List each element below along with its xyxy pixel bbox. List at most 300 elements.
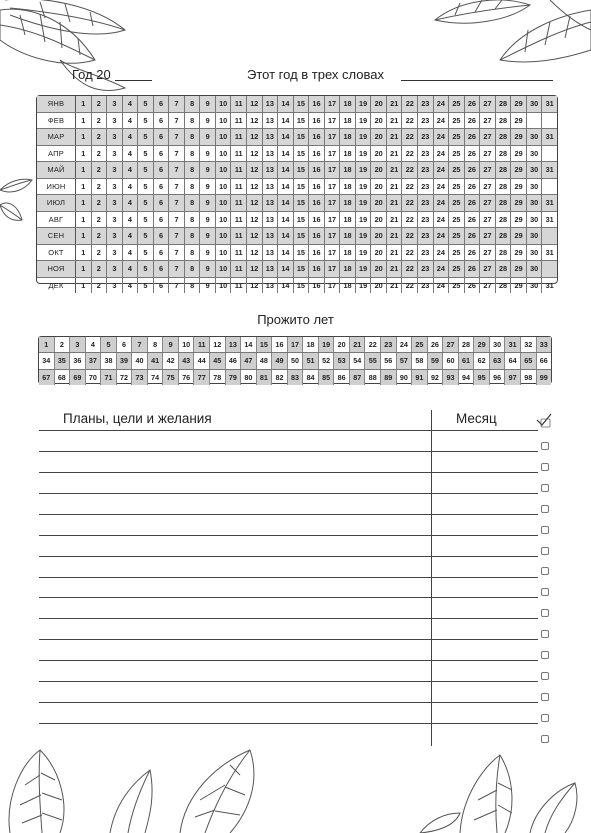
year-cell[interactable]: 95: [473, 370, 489, 385]
calendar-day-cell[interactable]: 27: [479, 195, 495, 211]
calendar-day-cell[interactable]: 9: [199, 212, 215, 228]
calendar-day-cell[interactable]: 20: [370, 278, 386, 294]
calendar-day-cell[interactable]: 20: [370, 146, 386, 162]
year-cell[interactable]: 28: [458, 337, 474, 352]
calendar-day-cell[interactable]: 1: [81, 198, 86, 208]
calendar-day-cell[interactable]: 28: [495, 228, 511, 244]
year-cell[interactable]: 15: [256, 337, 272, 352]
calendar-day-cell[interactable]: 31: [541, 96, 557, 112]
calendar-day-cell[interactable]: 29: [510, 113, 526, 129]
calendar-day-cell[interactable]: 21: [386, 162, 402, 178]
calendar-day-cell[interactable]: 30: [526, 162, 542, 178]
calendar-day-cell[interactable]: 18: [339, 195, 355, 211]
calendar-day-cell[interactable]: [541, 261, 557, 277]
calendar-day-cell[interactable]: 13: [262, 179, 278, 195]
calendar-day-cell[interactable]: 4: [122, 212, 138, 228]
calendar-day-cell[interactable]: 6: [153, 245, 169, 261]
calendar-day-cell[interactable]: 13: [262, 212, 278, 228]
calendar-day-cell[interactable]: 15: [293, 96, 309, 112]
calendar-day-cell[interactable]: 5: [137, 162, 153, 178]
calendar-day-cell[interactable]: 23: [417, 129, 433, 145]
calendar-day-cell[interactable]: 1: [81, 115, 86, 125]
calendar-day-cell[interactable]: 15: [293, 179, 309, 195]
calendar-day-cell[interactable]: 29: [510, 195, 526, 211]
calendar-day-cell[interactable]: 15: [293, 162, 309, 178]
calendar-day-cell[interactable]: 8: [184, 179, 200, 195]
plan-checkbox[interactable]: [541, 567, 549, 575]
year-cell[interactable]: 35: [54, 353, 70, 368]
calendar-day-cell[interactable]: 9: [199, 162, 215, 178]
calendar-day-cell[interactable]: 19: [355, 162, 371, 178]
calendar-day-cell[interactable]: 17: [324, 146, 340, 162]
calendar-day-cell[interactable]: 29: [510, 245, 526, 261]
calendar-day-cell[interactable]: 10: [215, 96, 231, 112]
calendar-day-cell[interactable]: 18: [339, 212, 355, 228]
plan-line[interactable]: [39, 702, 538, 703]
calendar-day-cell[interactable]: 2: [91, 278, 107, 294]
calendar-day-cell[interactable]: 2: [91, 261, 107, 277]
year-cell[interactable]: 59: [427, 353, 443, 368]
calendar-day-cell[interactable]: 10: [215, 261, 231, 277]
calendar-day-cell[interactable]: 12: [246, 212, 262, 228]
year-cell[interactable]: 51: [302, 353, 318, 368]
calendar-day-cell[interactable]: 13: [262, 146, 278, 162]
calendar-day-cell[interactable]: 8: [184, 96, 200, 112]
calendar-day-cell[interactable]: 1: [81, 247, 86, 257]
calendar-day-cell[interactable]: 25: [448, 179, 464, 195]
calendar-day-cell[interactable]: 11: [230, 278, 246, 294]
year-cell[interactable]: 42: [162, 353, 178, 368]
calendar-day-cell[interactable]: [541, 228, 557, 244]
calendar-day-cell[interactable]: 25: [448, 245, 464, 261]
calendar-day-cell[interactable]: 31: [541, 129, 557, 145]
year-cell[interactable]: 63: [489, 353, 505, 368]
year-cell[interactable]: 55: [364, 353, 380, 368]
calendar-day-cell[interactable]: 23: [417, 195, 433, 211]
calendar-day-cell[interactable]: 13: [262, 113, 278, 129]
year-cell[interactable]: 76: [178, 370, 194, 385]
year-cell[interactable]: 11: [193, 337, 209, 352]
calendar-day-cell[interactable]: 25: [448, 146, 464, 162]
calendar-day-cell[interactable]: 2: [91, 162, 107, 178]
calendar-day-cell[interactable]: 17: [324, 228, 340, 244]
calendar-day-cell[interactable]: 27: [479, 113, 495, 129]
calendar-day-cell[interactable]: 20: [370, 245, 386, 261]
calendar-day-cell[interactable]: 10: [215, 129, 231, 145]
calendar-day-cell[interactable]: 1: [81, 181, 86, 191]
year-cell[interactable]: 22: [364, 337, 380, 352]
calendar-day-cell[interactable]: 16: [308, 195, 324, 211]
calendar-day-cell[interactable]: 24: [433, 195, 449, 211]
year-cell[interactable]: 45: [209, 353, 225, 368]
calendar-day-cell[interactable]: 7: [168, 162, 184, 178]
calendar-day-cell[interactable]: 7: [168, 195, 184, 211]
calendar-day-cell[interactable]: 30: [526, 195, 542, 211]
calendar-day-cell[interactable]: 28: [495, 113, 511, 129]
calendar-day-cell[interactable]: 24: [433, 179, 449, 195]
calendar-day-cell[interactable]: 17: [324, 129, 340, 145]
calendar-day-cell[interactable]: 4: [122, 228, 138, 244]
calendar-day-cell[interactable]: 22: [401, 212, 417, 228]
calendar-day-cell[interactable]: 21: [386, 261, 402, 277]
calendar-day-cell[interactable]: 14: [277, 245, 293, 261]
year-cell[interactable]: 52: [318, 353, 334, 368]
year-cell[interactable]: 99: [536, 370, 552, 385]
calendar-day-cell[interactable]: 21: [386, 96, 402, 112]
year-cell[interactable]: 43: [178, 353, 194, 368]
calendar-day-cell[interactable]: 7: [168, 212, 184, 228]
year-cell[interactable]: 75: [162, 370, 178, 385]
calendar-day-cell[interactable]: 4: [122, 129, 138, 145]
calendar-day-cell[interactable]: 3: [106, 129, 122, 145]
year-blank-line[interactable]: [115, 80, 152, 81]
year-cell[interactable]: 67: [39, 370, 54, 385]
year-cell[interactable]: 40: [131, 353, 147, 368]
calendar-day-cell[interactable]: 12: [246, 162, 262, 178]
calendar-day-cell[interactable]: 16: [308, 261, 324, 277]
calendar-day-cell[interactable]: 28: [495, 195, 511, 211]
calendar-day-cell[interactable]: 27: [479, 278, 495, 294]
calendar-day-cell[interactable]: 10: [215, 146, 231, 162]
plan-checkbox[interactable]: [541, 651, 549, 659]
calendar-day-cell[interactable]: 30: [526, 228, 542, 244]
year-cell[interactable]: 79: [225, 370, 241, 385]
calendar-day-cell[interactable]: 3: [106, 146, 122, 162]
calendar-day-cell[interactable]: 1: [81, 264, 86, 274]
year-cell[interactable]: 24: [396, 337, 412, 352]
calendar-day-cell[interactable]: 12: [246, 228, 262, 244]
calendar-day-cell[interactable]: 18: [339, 96, 355, 112]
calendar-day-cell[interactable]: 29: [510, 179, 526, 195]
calendar-day-cell[interactable]: 29: [510, 96, 526, 112]
calendar-day-cell[interactable]: 26: [464, 96, 480, 112]
calendar-day-cell[interactable]: 4: [122, 245, 138, 261]
calendar-day-cell[interactable]: 18: [339, 228, 355, 244]
year-cell[interactable]: 36: [69, 353, 85, 368]
plan-line[interactable]: [39, 577, 538, 578]
calendar-day-cell[interactable]: 8: [184, 278, 200, 294]
plan-checkbox[interactable]: [541, 547, 549, 555]
calendar-day-cell[interactable]: 9: [199, 278, 215, 294]
year-cell[interactable]: 53: [333, 353, 349, 368]
calendar-day-cell[interactable]: 23: [417, 162, 433, 178]
calendar-day-cell[interactable]: [541, 146, 557, 162]
calendar-day-cell[interactable]: 8: [184, 162, 200, 178]
calendar-day-cell[interactable]: 6: [153, 96, 169, 112]
calendar-day-cell[interactable]: 6: [153, 129, 169, 145]
calendar-day-cell[interactable]: 4: [122, 162, 138, 178]
calendar-day-cell[interactable]: 7: [168, 179, 184, 195]
calendar-day-cell[interactable]: 16: [308, 212, 324, 228]
calendar-day-cell[interactable]: 7: [168, 228, 184, 244]
year-cell[interactable]: 29: [473, 337, 489, 352]
calendar-day-cell[interactable]: 30: [526, 146, 542, 162]
calendar-day-cell[interactable]: 19: [355, 195, 371, 211]
year-cell[interactable]: 17: [287, 337, 303, 352]
calendar-day-cell[interactable]: 17: [324, 212, 340, 228]
plan-line[interactable]: [39, 430, 538, 431]
year-cell[interactable]: 9: [162, 337, 178, 352]
calendar-day-cell[interactable]: 6: [153, 261, 169, 277]
plan-checkbox[interactable]: [541, 505, 549, 513]
calendar-day-cell[interactable]: 19: [355, 113, 371, 129]
year-cell[interactable]: 90: [396, 370, 412, 385]
calendar-day-cell[interactable]: 11: [230, 261, 246, 277]
calendar-day-cell[interactable]: 8: [184, 212, 200, 228]
calendar-day-cell[interactable]: 23: [417, 113, 433, 129]
calendar-day-cell[interactable]: 20: [370, 162, 386, 178]
calendar-day-cell[interactable]: 25: [448, 261, 464, 277]
calendar-day-cell[interactable]: 16: [308, 245, 324, 261]
plan-line[interactable]: [39, 535, 538, 536]
calendar-day-cell[interactable]: 11: [230, 162, 246, 178]
year-cell[interactable]: 62: [473, 353, 489, 368]
calendar-day-cell[interactable]: 29: [510, 146, 526, 162]
calendar-day-cell[interactable]: 18: [339, 261, 355, 277]
year-cell[interactable]: 83: [287, 370, 303, 385]
calendar-day-cell[interactable]: 3: [106, 113, 122, 129]
calendar-day-cell[interactable]: 22: [401, 261, 417, 277]
calendar-day-cell[interactable]: 1: [81, 148, 86, 158]
calendar-day-cell[interactable]: 9: [199, 195, 215, 211]
calendar-day-cell[interactable]: 5: [137, 113, 153, 129]
year-cell[interactable]: 26: [427, 337, 443, 352]
year-cell[interactable]: 97: [504, 370, 520, 385]
calendar-day-cell[interactable]: 5: [137, 195, 153, 211]
year-cell[interactable]: 60: [442, 353, 458, 368]
calendar-day-cell[interactable]: 22: [401, 96, 417, 112]
calendar-day-cell[interactable]: 20: [370, 113, 386, 129]
calendar-day-cell[interactable]: 15: [293, 228, 309, 244]
calendar-day-cell[interactable]: 24: [433, 146, 449, 162]
year-cell[interactable]: 73: [131, 370, 147, 385]
calendar-day-cell[interactable]: 13: [262, 278, 278, 294]
calendar-day-cell[interactable]: 20: [370, 129, 386, 145]
year-cell[interactable]: 93: [442, 370, 458, 385]
plan-checkbox[interactable]: [541, 693, 549, 701]
calendar-day-cell[interactable]: 27: [479, 261, 495, 277]
calendar-day-cell[interactable]: 7: [168, 278, 184, 294]
calendar-day-cell[interactable]: 24: [433, 96, 449, 112]
calendar-day-cell[interactable]: 6: [153, 162, 169, 178]
year-cell[interactable]: 13: [225, 337, 241, 352]
calendar-day-cell[interactable]: 25: [448, 228, 464, 244]
calendar-day-cell[interactable]: 18: [339, 245, 355, 261]
calendar-day-cell[interactable]: 15: [293, 278, 309, 294]
calendar-day-cell[interactable]: 13: [262, 195, 278, 211]
calendar-day-cell[interactable]: 19: [355, 228, 371, 244]
calendar-day-cell[interactable]: 31: [541, 278, 557, 294]
calendar-day-cell[interactable]: 16: [308, 113, 324, 129]
year-cell[interactable]: 1: [39, 337, 54, 352]
year-cell[interactable]: 31: [504, 337, 520, 352]
calendar-day-cell[interactable]: 4: [122, 179, 138, 195]
calendar-day-cell[interactable]: 15: [293, 261, 309, 277]
year-cell[interactable]: 77: [193, 370, 209, 385]
calendar-day-cell[interactable]: 29: [510, 212, 526, 228]
calendar-day-cell[interactable]: 27: [479, 162, 495, 178]
calendar-day-cell[interactable]: 22: [401, 129, 417, 145]
calendar-day-cell[interactable]: 28: [495, 245, 511, 261]
year-cell[interactable]: 33: [536, 337, 552, 352]
calendar-day-cell[interactable]: 25: [448, 278, 464, 294]
calendar-day-cell[interactable]: 7: [168, 261, 184, 277]
calendar-day-cell[interactable]: 9: [199, 146, 215, 162]
year-cell[interactable]: 72: [116, 370, 132, 385]
calendar-day-cell[interactable]: 22: [401, 146, 417, 162]
calendar-day-cell[interactable]: 12: [246, 278, 262, 294]
plan-line[interactable]: [39, 681, 538, 682]
calendar-day-cell[interactable]: 25: [448, 162, 464, 178]
calendar-day-cell[interactable]: 27: [479, 129, 495, 145]
calendar-day-cell[interactable]: 25: [448, 195, 464, 211]
calendar-day-cell[interactable]: 21: [386, 278, 402, 294]
year-cell[interactable]: 18: [302, 337, 318, 352]
calendar-day-cell[interactable]: 5: [137, 96, 153, 112]
calendar-day-cell[interactable]: 20: [370, 96, 386, 112]
calendar-day-cell[interactable]: 28: [495, 278, 511, 294]
calendar-day-cell[interactable]: 20: [370, 228, 386, 244]
year-cell[interactable]: 61: [458, 353, 474, 368]
calendar-day-cell[interactable]: 30: [526, 278, 542, 294]
calendar-day-cell[interactable]: 19: [355, 212, 371, 228]
year-cell[interactable]: 87: [349, 370, 365, 385]
calendar-day-cell[interactable]: 19: [355, 278, 371, 294]
calendar-day-cell[interactable]: 22: [401, 278, 417, 294]
calendar-day-cell[interactable]: [526, 113, 542, 129]
calendar-day-cell[interactable]: 2: [91, 146, 107, 162]
calendar-day-cell[interactable]: 5: [137, 245, 153, 261]
calendar-day-cell[interactable]: 10: [215, 245, 231, 261]
calendar-day-cell[interactable]: 16: [308, 278, 324, 294]
year-cell[interactable]: 66: [536, 353, 552, 368]
calendar-day-cell[interactable]: 14: [277, 179, 293, 195]
year-cell[interactable]: 37: [85, 353, 101, 368]
calendar-day-cell[interactable]: 21: [386, 228, 402, 244]
calendar-day-cell[interactable]: 15: [293, 129, 309, 145]
calendar-day-cell[interactable]: 14: [277, 261, 293, 277]
calendar-day-cell[interactable]: 17: [324, 195, 340, 211]
year-cell[interactable]: 92: [427, 370, 443, 385]
plan-line[interactable]: [39, 451, 538, 452]
calendar-day-cell[interactable]: 11: [230, 146, 246, 162]
plan-checkbox[interactable]: [541, 588, 549, 596]
calendar-day-cell[interactable]: 11: [230, 113, 246, 129]
calendar-day-cell[interactable]: 23: [417, 228, 433, 244]
year-cell[interactable]: 64: [504, 353, 520, 368]
calendar-day-cell[interactable]: 5: [137, 261, 153, 277]
year-cell[interactable]: 96: [489, 370, 505, 385]
calendar-day-cell[interactable]: 5: [137, 228, 153, 244]
calendar-day-cell[interactable]: 22: [401, 113, 417, 129]
calendar-day-cell[interactable]: 14: [277, 195, 293, 211]
calendar-day-cell[interactable]: 6: [153, 146, 169, 162]
plan-checkbox[interactable]: [541, 526, 549, 534]
calendar-day-cell[interactable]: 22: [401, 179, 417, 195]
year-cell[interactable]: 38: [100, 353, 116, 368]
calendar-day-cell[interactable]: 3: [106, 195, 122, 211]
calendar-day-cell[interactable]: 4: [122, 113, 138, 129]
year-cell[interactable]: 58: [411, 353, 427, 368]
calendar-day-cell[interactable]: 3: [106, 261, 122, 277]
calendar-day-cell[interactable]: 12: [246, 146, 262, 162]
calendar-day-cell[interactable]: 23: [417, 261, 433, 277]
year-cell[interactable]: 21: [349, 337, 365, 352]
year-cell[interactable]: 70: [85, 370, 101, 385]
calendar-day-cell[interactable]: 17: [324, 162, 340, 178]
year-cell[interactable]: 88: [364, 370, 380, 385]
calendar-day-cell[interactable]: 31: [541, 162, 557, 178]
plan-line[interactable]: [39, 514, 538, 515]
calendar-day-cell[interactable]: 8: [184, 245, 200, 261]
calendar-day-cell[interactable]: 3: [106, 228, 122, 244]
year-cell[interactable]: 85: [318, 370, 334, 385]
calendar-day-cell[interactable]: 2: [91, 245, 107, 261]
calendar-day-cell[interactable]: 17: [324, 245, 340, 261]
calendar-day-cell[interactable]: 13: [262, 261, 278, 277]
calendar-day-cell[interactable]: 12: [246, 195, 262, 211]
calendar-day-cell[interactable]: 22: [401, 245, 417, 261]
calendar-day-cell[interactable]: 26: [464, 261, 480, 277]
calendar-day-cell[interactable]: 9: [199, 245, 215, 261]
calendar-day-cell[interactable]: 8: [184, 261, 200, 277]
calendar-day-cell[interactable]: 3: [106, 179, 122, 195]
calendar-day-cell[interactable]: 5: [137, 278, 153, 294]
plan-line[interactable]: [39, 472, 538, 473]
calendar-day-cell[interactable]: 28: [495, 96, 511, 112]
calendar-day-cell[interactable]: 1: [81, 214, 86, 224]
calendar-day-cell[interactable]: 17: [324, 113, 340, 129]
calendar-day-cell[interactable]: 26: [464, 146, 480, 162]
calendar-day-cell[interactable]: 11: [230, 195, 246, 211]
year-cell[interactable]: 44: [193, 353, 209, 368]
calendar-day-cell[interactable]: 3: [106, 212, 122, 228]
calendar-day-cell[interactable]: 15: [293, 212, 309, 228]
year-cell[interactable]: 98: [520, 370, 536, 385]
calendar-day-cell[interactable]: 25: [448, 113, 464, 129]
calendar-day-cell[interactable]: 22: [401, 162, 417, 178]
calendar-day-cell[interactable]: 10: [215, 278, 231, 294]
plan-line[interactable]: [39, 639, 538, 640]
calendar-day-cell[interactable]: 8: [184, 146, 200, 162]
calendar-day-cell[interactable]: 26: [464, 195, 480, 211]
calendar-day-cell[interactable]: 6: [153, 228, 169, 244]
calendar-day-cell[interactable]: 24: [433, 245, 449, 261]
calendar-day-cell[interactable]: 5: [137, 146, 153, 162]
calendar-day-cell[interactable]: 19: [355, 129, 371, 145]
year-cell[interactable]: 68: [54, 370, 70, 385]
calendar-day-cell[interactable]: 1: [81, 132, 86, 142]
plan-checkbox[interactable]: [541, 484, 549, 492]
calendar-day-cell[interactable]: 3: [106, 245, 122, 261]
year-cell[interactable]: 71: [100, 370, 116, 385]
calendar-day-cell[interactable]: 17: [324, 96, 340, 112]
calendar-day-cell[interactable]: 7: [168, 96, 184, 112]
year-cell[interactable]: 65: [520, 353, 536, 368]
year-cell[interactable]: 32: [520, 337, 536, 352]
calendar-day-cell[interactable]: 24: [433, 261, 449, 277]
calendar-day-cell[interactable]: 14: [277, 129, 293, 145]
year-cell[interactable]: 82: [271, 370, 287, 385]
calendar-day-cell[interactable]: 2: [91, 129, 107, 145]
plan-checkbox[interactable]: [541, 609, 549, 617]
calendar-day-cell[interactable]: 18: [339, 146, 355, 162]
calendar-day-cell[interactable]: 28: [495, 146, 511, 162]
calendar-day-cell[interactable]: 11: [230, 179, 246, 195]
year-cell[interactable]: 6: [116, 337, 132, 352]
calendar-day-cell[interactable]: 18: [339, 113, 355, 129]
calendar-day-cell[interactable]: 28: [495, 179, 511, 195]
